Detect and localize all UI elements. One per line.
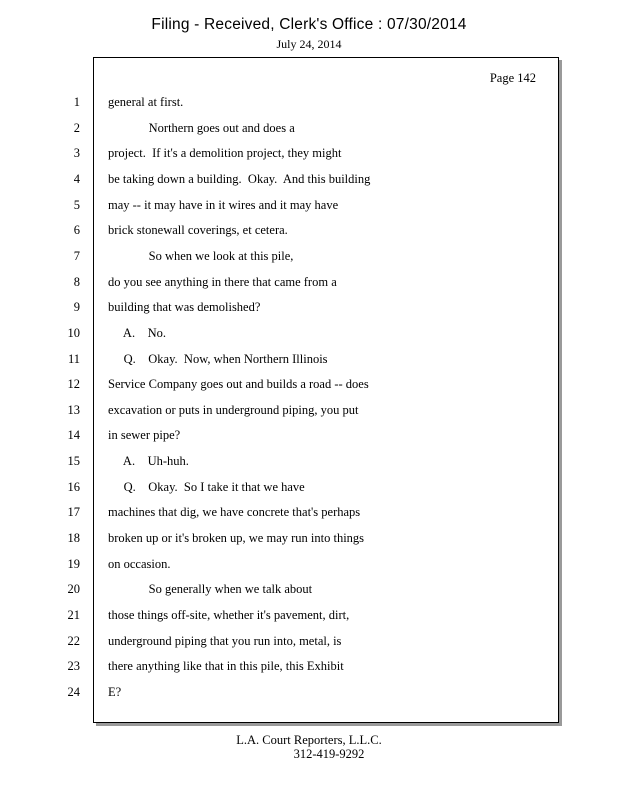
footer-phone: 312-419-9292	[293, 747, 365, 761]
line-number: 18	[67, 531, 80, 545]
line-text: So generally when we talk about	[108, 582, 313, 596]
line-text: be taking down a building. Okay. And this building	[108, 172, 371, 186]
line-text: there anything like that in this pile, this Exhibit	[108, 659, 344, 673]
line-number: 14	[67, 428, 80, 442]
line-number: 4	[73, 172, 80, 186]
line-text: Service Company goes out and builds a road -- does	[108, 377, 369, 391]
line-number: 8	[73, 275, 80, 289]
line-text: in sewer pipe?	[108, 428, 181, 442]
line-number: 15	[67, 454, 80, 468]
line-number: 12	[67, 377, 80, 391]
line-text: machines that dig, we have concrete that's perhaps	[108, 505, 361, 519]
line-text: those things off-site, whether it's pavement, dirt,	[108, 608, 350, 622]
line-text: Northern goes out and does a	[108, 121, 295, 135]
line-number: 5	[73, 198, 80, 212]
line-text: underground piping that you run into, metal, is	[108, 634, 342, 648]
line-text: project. If it's a demolition project, they might	[108, 146, 342, 160]
line-text: A. No.	[108, 326, 166, 340]
filing-stamp: Filing - Received, Clerk's Office : 07/30/2014	[151, 16, 467, 33]
transcript-date: July 24, 2014	[276, 37, 342, 51]
line-number: 17	[67, 505, 80, 519]
line-text: E?	[108, 685, 122, 699]
line-text: on occasion.	[108, 557, 171, 571]
line-text: may -- it may have in it wires and it may have	[108, 198, 339, 212]
line-text: excavation or puts in underground piping, you put	[108, 403, 359, 417]
line-number: 7	[73, 249, 80, 263]
line-text: general at first.	[108, 95, 184, 109]
line-text: Q. Okay. So I take it that we have	[108, 480, 305, 494]
line-number: 20	[67, 582, 80, 596]
line-text: So when we look at this pile,	[108, 249, 294, 263]
line-number: 11	[67, 352, 80, 366]
line-number: 13	[67, 403, 80, 417]
line-text: building that was demolished?	[108, 300, 261, 314]
line-number: 1	[73, 95, 80, 109]
line-number: 21	[67, 608, 80, 622]
line-text: brick stonewall coverings, et cetera.	[108, 223, 288, 237]
line-number: 2	[73, 121, 80, 135]
line-number: 22	[67, 634, 80, 648]
line-number: 6	[73, 223, 80, 237]
line-number: 3	[73, 146, 80, 160]
line-number: 23	[67, 659, 80, 673]
line-number: 19	[67, 557, 80, 571]
line-text: Q. Okay. Now, when Northern Illinois	[108, 352, 328, 366]
line-number: 16	[67, 480, 80, 494]
line-number: 10	[67, 326, 80, 340]
line-number: 9	[73, 300, 80, 314]
line-text: do you see anything in there that came from a	[108, 275, 337, 289]
footer-company: L.A. Court Reporters, L.L.C.	[236, 733, 382, 747]
line-number: 24	[67, 685, 80, 699]
page-number: Page 142	[489, 71, 536, 85]
line-text: A. Uh-huh.	[108, 454, 189, 468]
line-text: broken up or it's broken up, we may run into things	[108, 531, 365, 545]
